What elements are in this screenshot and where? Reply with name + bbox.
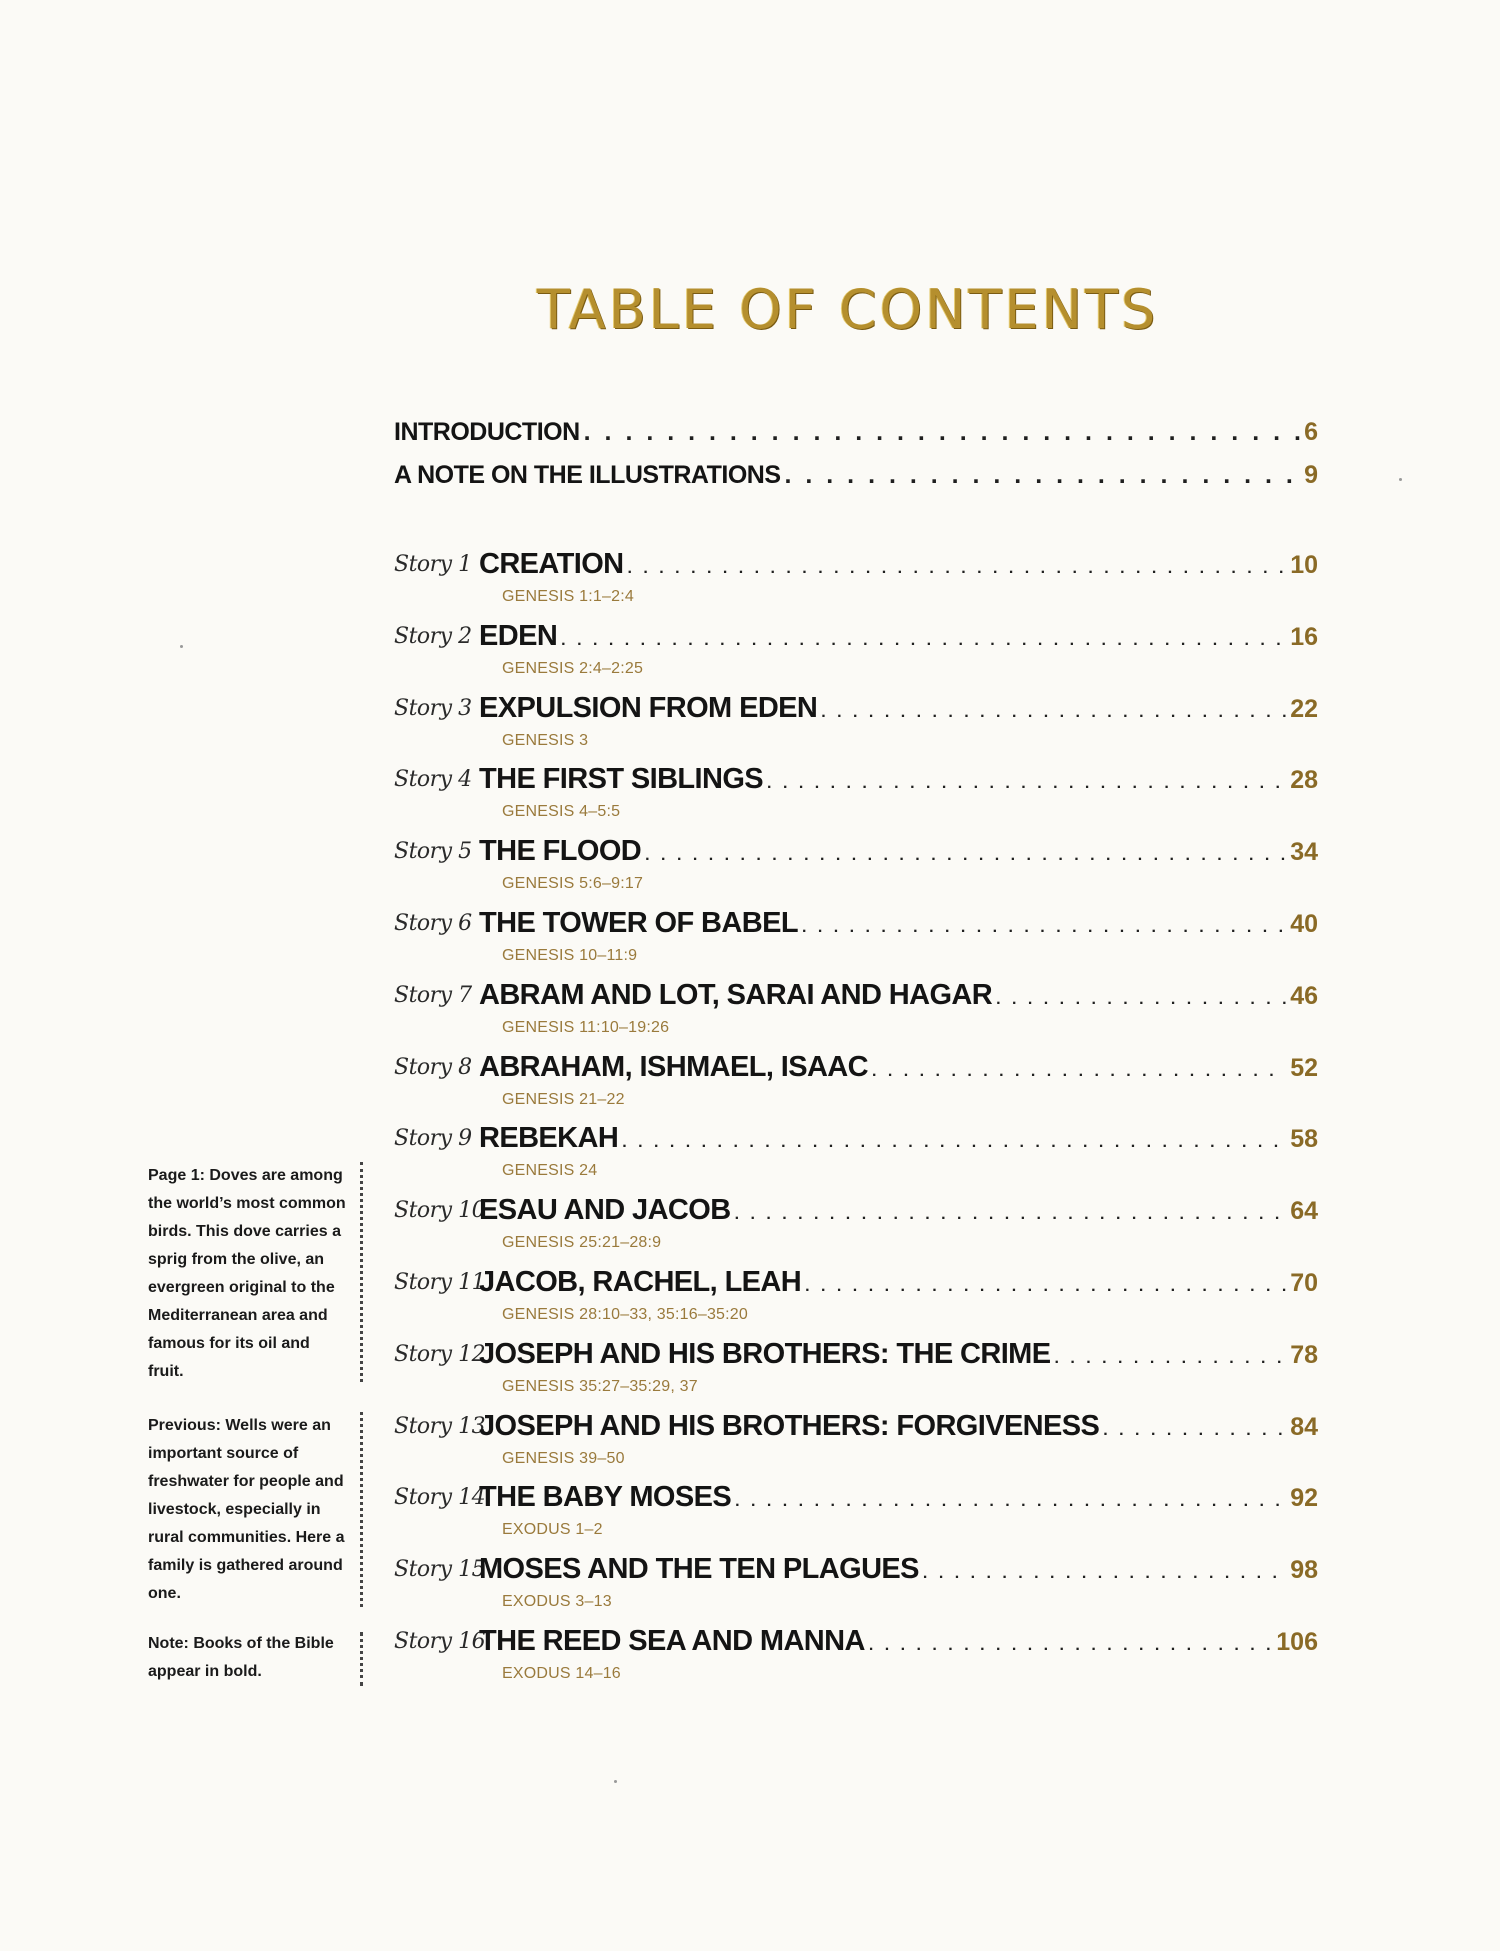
dot-leader	[1103, 1422, 1286, 1440]
toc-entry-illustrations-note[interactable]	[394, 461, 1318, 501]
scripture-reference: GENESIS 2:4–2:25	[502, 660, 644, 677]
toc-entry-story[interactable]	[394, 979, 1318, 1051]
story-title: THE FLOOD	[479, 835, 642, 867]
dot-leader	[872, 1063, 1286, 1081]
page-number: 84	[1290, 1413, 1318, 1441]
story-heading-line	[479, 692, 1318, 732]
story-title: THE FIRST SIBLINGS	[479, 763, 764, 795]
entry-title: A NOTE ON THE ILLUSTRATIONS	[394, 461, 781, 489]
toc-entry-story[interactable]	[394, 1194, 1318, 1266]
story-number: Story 15	[394, 1557, 486, 1582]
story-heading-line	[479, 979, 1318, 1019]
dot-leader	[622, 1134, 1286, 1152]
dot-leader	[584, 418, 1300, 447]
story-heading-line	[479, 1625, 1318, 1665]
story-number: Story 7	[394, 983, 472, 1008]
toc-entry-story[interactable]	[394, 548, 1318, 620]
page-number: 58	[1290, 1125, 1318, 1153]
sidenote-wells: Previous: Wells were an important source of freshwater for people and livestock, especially in rural communities. Here a family is gathered around one.	[148, 1417, 345, 1602]
paper-speck	[180, 645, 183, 648]
story-heading-line	[479, 1481, 1318, 1521]
scripture-reference: GENESIS 4–5:5	[502, 803, 621, 820]
page-number: 78	[1290, 1341, 1318, 1369]
scripture-reference: GENESIS 5:6–9:17	[502, 875, 644, 892]
story-title: ESAU AND JACOB	[479, 1194, 731, 1226]
page-title: TABLE OF CONTENTS	[537, 278, 1159, 341]
scripture-reference: EXODUS 1–2	[502, 1521, 603, 1538]
dot-leader	[628, 560, 1287, 578]
scripture-reference: GENESIS 35:27–35:29, 37	[502, 1378, 698, 1395]
dot-leader	[735, 1206, 1287, 1224]
dot-leader	[1054, 1350, 1286, 1368]
scripture-reference: GENESIS 28:10–33, 35:16–35:20	[502, 1306, 748, 1323]
toc-entry-story[interactable]	[394, 1410, 1318, 1482]
story-number: Story 14	[394, 1485, 486, 1510]
story-number: Story 11	[394, 1270, 486, 1295]
story-title: EDEN	[479, 620, 558, 652]
page-number: 9	[1304, 461, 1318, 489]
story-number: Story 2	[394, 624, 472, 649]
toc-entry-story[interactable]	[394, 1266, 1318, 1338]
page-number: 40	[1290, 910, 1318, 938]
dot-leader	[767, 775, 1286, 793]
story-heading-line	[479, 548, 1318, 588]
story-number: Story 1	[394, 552, 472, 577]
story-number: Story 9	[394, 1126, 472, 1151]
story-heading-line	[479, 1553, 1318, 1593]
page-number: 64	[1290, 1197, 1318, 1225]
story-number: Story 13	[394, 1414, 486, 1439]
story-heading-line	[479, 1266, 1318, 1306]
sidenote-note: Note: Books of the Bible appear in bold.	[148, 1635, 334, 1680]
dot-leader	[805, 1278, 1286, 1296]
story-title: THE BABY MOSES	[479, 1481, 732, 1513]
page-number: 70	[1290, 1269, 1318, 1297]
page-number: 106	[1276, 1628, 1318, 1656]
toc-entry-story[interactable]	[394, 1625, 1318, 1697]
page-number: 16	[1290, 623, 1318, 651]
dot-leader	[735, 1493, 1286, 1511]
paper-speck	[1399, 478, 1402, 481]
toc-entry-story[interactable]	[394, 1051, 1318, 1123]
scripture-reference: GENESIS 10–11:9	[502, 947, 638, 964]
page-number: 10	[1290, 551, 1318, 579]
story-number: Story 10	[394, 1198, 486, 1223]
story-title: JACOB, RACHEL, LEAH	[479, 1266, 802, 1298]
scripture-reference: GENESIS 1:1–2:4	[502, 588, 634, 605]
story-number: Story 3	[394, 696, 472, 721]
toc-entry-story[interactable]	[394, 620, 1318, 692]
dot-leader	[802, 919, 1286, 937]
sidenote-divider	[360, 1412, 363, 1607]
story-heading-line	[479, 1338, 1318, 1378]
scripture-reference: GENESIS 11:10–19:26	[502, 1019, 670, 1036]
story-title: ABRAHAM, ISHMAEL, ISAAC	[479, 1051, 868, 1083]
dot-leader	[869, 1637, 1272, 1655]
toc-entry-story[interactable]	[394, 1481, 1318, 1553]
story-title: EXPULSION FROM EDEN	[479, 692, 818, 724]
story-number: Story 5	[394, 839, 472, 864]
scripture-reference: GENESIS 25:21–28:9	[502, 1234, 662, 1251]
toc-entry-story[interactable]	[394, 1553, 1318, 1625]
dot-leader	[996, 991, 1286, 1009]
story-title: THE TOWER OF BABEL	[479, 907, 798, 939]
story-title: JOSEPH AND HIS BROTHERS: FORGIVENESS	[479, 1410, 1100, 1442]
story-number: Story 4	[394, 767, 472, 792]
story-title: JOSEPH AND HIS BROTHERS: THE CRIME	[479, 1338, 1051, 1370]
story-title: ABRAM AND LOT, SARAI AND HAGAR	[479, 979, 993, 1011]
page-number: 92	[1290, 1484, 1318, 1512]
story-title: REBEKAH	[479, 1122, 619, 1154]
toc-entry-story[interactable]	[394, 692, 1318, 764]
scripture-reference: GENESIS 24	[502, 1162, 598, 1179]
page-number: 28	[1290, 766, 1318, 794]
scripture-reference: GENESIS 21–22	[502, 1091, 625, 1108]
page-number: 22	[1290, 695, 1318, 723]
scripture-reference: EXODUS 3–13	[502, 1593, 612, 1610]
page-number: 98	[1290, 1556, 1318, 1584]
story-title: MOSES AND THE TEN PLAGUES	[479, 1553, 919, 1585]
sidenote-divider	[360, 1632, 363, 1686]
page-number: 6	[1304, 418, 1318, 446]
toc-entry-introduction[interactable]	[394, 418, 1318, 458]
scripture-reference: GENESIS 39–50	[502, 1450, 625, 1467]
story-heading-line	[479, 1122, 1318, 1162]
story-heading-line	[479, 763, 1318, 803]
dot-leader	[785, 461, 1301, 490]
toc-entry-story[interactable]	[394, 763, 1318, 835]
story-number: Story 12	[394, 1342, 486, 1367]
page-number: 46	[1290, 982, 1318, 1010]
story-heading-line	[479, 1051, 1318, 1091]
paper-speck	[614, 1780, 617, 1783]
scripture-reference: EXODUS 14–16	[502, 1665, 621, 1682]
story-heading-line	[479, 907, 1318, 947]
dot-leader	[645, 847, 1286, 865]
story-title: CREATION	[479, 548, 624, 580]
story-heading-line	[479, 835, 1318, 875]
page-number: 34	[1290, 838, 1318, 866]
story-heading-line	[479, 1194, 1318, 1234]
story-number: Story 6	[394, 911, 472, 936]
dot-leader	[923, 1565, 1286, 1583]
sidenote-divider	[360, 1162, 363, 1382]
toc-entry-story[interactable]	[394, 835, 1318, 907]
story-number: Story 8	[394, 1055, 472, 1080]
toc-entry-story[interactable]	[394, 907, 1318, 979]
scripture-reference: GENESIS 3	[502, 732, 589, 749]
page-number: 52	[1290, 1054, 1318, 1082]
toc-entry-story[interactable]	[394, 1338, 1318, 1410]
story-heading-line	[479, 1410, 1318, 1450]
sidenote-dove: Page 1: Doves are among the world’s most common birds. This dove carries a sprig from the olive, an evergreen original to the Mediterranean area and famous for its oil and fruit.	[148, 1167, 346, 1380]
story-heading-line	[479, 620, 1318, 660]
entry-title: INTRODUCTION	[394, 418, 580, 446]
story-title: THE REED SEA AND MANNA	[479, 1625, 865, 1657]
dot-leader	[821, 704, 1286, 722]
toc-entry-story[interactable]	[394, 1122, 1318, 1194]
story-number: Story 16	[394, 1629, 486, 1654]
dot-leader	[561, 632, 1286, 650]
